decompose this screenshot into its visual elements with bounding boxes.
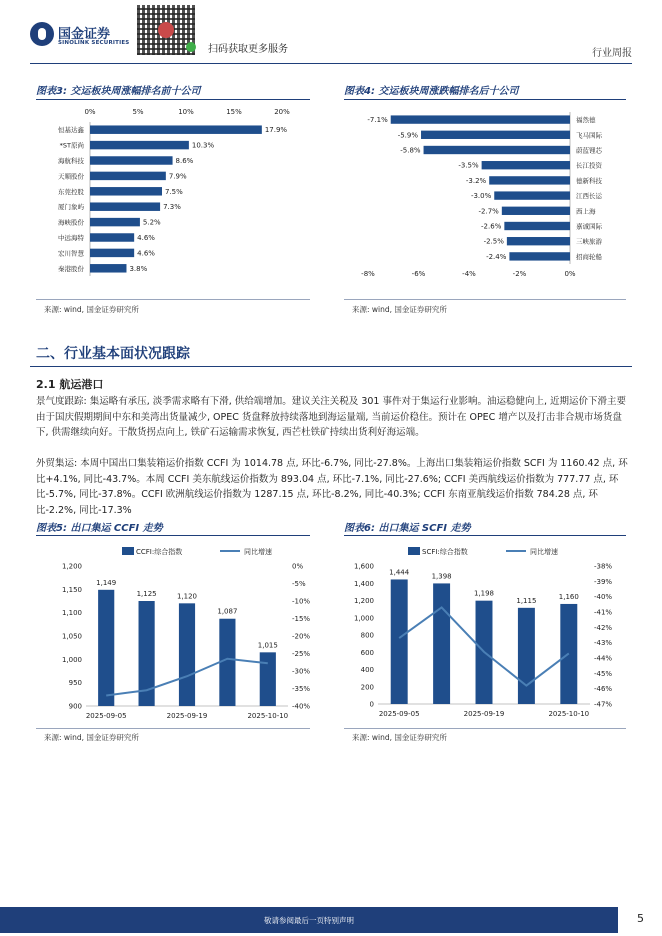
logo-name-cn: 国金证券 <box>58 27 111 42</box>
fig4-category-label: 德新科技 <box>576 176 602 185</box>
fig5-ytick-left-label: 950 <box>68 679 82 688</box>
fig6-xtick-label: 2025-10-10 <box>548 710 590 718</box>
fig5-source-rule <box>36 728 310 729</box>
fig5-chart <box>36 538 310 724</box>
fig3-category-label: 东莞控股 <box>58 187 84 196</box>
fig6-source: 来源: wind, 国金证券研究所 <box>352 733 447 742</box>
fig3-category-label: 恒基达鑫 <box>58 126 84 135</box>
fig6-ytick-right-label: -40% <box>594 593 613 602</box>
fig4-value-label: -2.7% <box>478 207 499 216</box>
paragraph-container-freight: 外贸集运: 本周中国出口集装箱运价指数 CCFI 为 1014.78 点, 环比-6.7%, 同比-27.8%。上海出口集装箱运价指数 SCFI 为 1160.42 点, 环比+4.1%, 同比-43.7%。本周 CCFI 美东航线运价指数为 893.04 点, 环比-7.1%, 同比-27.6%; CCFI 美西航线运价指数为 777.77 点, 环比-5.7%, 同比-37.8%。CCFI 欧洲航线运价指数为 1287.15 点, 环比-8.2%, 同比-40.3%; CCFI 东南亚航线运价指数 784.28 点, 环比-2.2%, 同比-17.3% <box>36 458 628 516</box>
fig4-category-label: 福然德 <box>576 116 596 125</box>
fig5-ytick-right-label: -35% <box>292 685 310 693</box>
fig6-ytick-right-label: -44% <box>594 654 613 663</box>
fig6-bar-value-label: 1,198 <box>473 589 495 598</box>
fig4-value-label: -3.0% <box>470 192 492 201</box>
fig6-marks <box>354 547 612 718</box>
fig5-legend-bar-swatch <box>122 547 134 555</box>
scan-prompt: 扫码获取更多服务 <box>208 44 288 55</box>
fig4-bar <box>421 131 570 139</box>
fig5-ytick-left-label: 900 <box>68 702 82 711</box>
fig3-category-label: 海航科技 <box>58 157 84 165</box>
fig5-ytick-right-label: -10% <box>292 597 310 606</box>
fig6-chart <box>344 538 626 724</box>
fig5-ytick-right-label: -25% <box>292 650 310 658</box>
fig5-bar <box>179 603 195 706</box>
fig4-xtick-label: 0% <box>564 270 576 278</box>
fig6-ytick-left-label: 800 <box>360 631 374 640</box>
fig3-bar <box>90 218 140 226</box>
fig3-value-label: 7.3% <box>163 203 181 212</box>
fig4-marks <box>361 112 602 278</box>
fig5-ytick-left-label: 1,050 <box>61 632 82 641</box>
fig5-ytick-left-label: 1,150 <box>61 585 82 594</box>
fig6-ytick-right-label: -42% <box>594 623 613 632</box>
fig3-bar <box>90 156 173 164</box>
fig3-title: 图表3: 交运板块周涨幅排名前十公司 <box>36 86 201 97</box>
fig3-bar <box>90 187 162 195</box>
logo-name-en: SINOLINK SECURITIES <box>58 40 130 46</box>
fig4-category-label: 三峡旅游 <box>576 237 602 246</box>
report-type: 行业周报 <box>592 48 632 59</box>
fig3-category-label: 海峡股份 <box>58 218 84 227</box>
fig4-title: 图表4: 交运板块周涨跌幅排名后十公司 <box>344 86 519 97</box>
fig4-value-label: -5.8% <box>400 146 421 155</box>
fig3-value-label: 3.8% <box>129 264 148 273</box>
section-title: 二、行业基本面状况跟踪 <box>36 346 190 362</box>
fig5-ytick-right-label: 0% <box>292 562 304 571</box>
fig5-ytick-right-label: -30% <box>292 667 310 676</box>
fig4-category-label: 蔚蓝锂芯 <box>576 146 602 155</box>
fig5-ytick-right-label: -15% <box>292 615 310 623</box>
fig3-xtick-label: 15% <box>226 108 242 116</box>
fig5-marks <box>62 547 310 720</box>
fig4-xtick-label: -2% <box>512 270 527 278</box>
fig5-xtick-label: 2025-09-19 <box>166 712 208 720</box>
fig4-bar <box>482 161 570 169</box>
fig3-bar <box>90 141 189 149</box>
fig3-bar <box>90 125 262 133</box>
fig5-ytick-right-label: -5% <box>292 580 306 588</box>
fig4-xtick-label: -6% <box>411 270 426 278</box>
fig3-value-label: 17.9% <box>264 126 288 135</box>
fig3-category-label: 宏川智慧 <box>58 249 84 258</box>
fig5-title-rule <box>36 535 310 536</box>
fig5-xtick-label: 2025-10-10 <box>247 712 289 720</box>
fig5-legend-bar-label: CCFI:综合指数 <box>136 548 183 556</box>
fig5-ytick-right-label: -40% <box>292 702 310 711</box>
fig6-bar-value-label: 1,160 <box>558 592 579 601</box>
paragraph-sentiment: 景气度跟踪: 集运略有承压, 淡季需求略有下滑, 供给端增加。建议关注关税及 301 事件对于集运行业影响。油运稳健向上, 近期运价下滑主要由于国庆假期期间中东和美湾出货量减少, OPEC 货盘释放持续落地到海运量端, 当前运价稳住。预计在 OPEC 增产以及打击非合规市场货盘下, 供需继续向好。干散货拐点向上, 铁矿石运输需求恢复, 西芒杜铁矿持续出货利好海运端。 <box>36 396 627 438</box>
fig6-legend-line-label: 同比增速 <box>530 548 558 556</box>
fig4-bar <box>391 115 570 123</box>
fig6-bar <box>518 608 535 704</box>
fig3-xtick-label: 0% <box>84 108 96 116</box>
fig5-xtick-label: 2025-09-05 <box>85 712 127 720</box>
fig3-source: 来源: wind, 国金证券研究所 <box>44 305 139 314</box>
fig6-ytick-left-label: 1,000 <box>353 614 374 623</box>
fig6-source-rule <box>344 728 626 729</box>
fig6-bar <box>391 579 408 704</box>
wechat-badge-icon <box>186 42 196 52</box>
fig5-bar-value-label: 1,087 <box>217 607 238 616</box>
fig4-bar <box>424 146 570 154</box>
logo-icon <box>30 22 54 46</box>
fig4-category-label: 江西长运 <box>576 192 602 201</box>
fig4-chart <box>344 102 626 292</box>
fig6-ytick-left-label: 400 <box>360 666 374 674</box>
fig4-xtick-label: -4% <box>462 270 476 278</box>
fig6-ytick-left-label: 600 <box>360 648 374 657</box>
fig3-bar <box>90 233 134 241</box>
page-number: 5 <box>637 912 644 925</box>
fig6-ytick-right-label: -41% <box>594 608 613 617</box>
fig5-legend-line-label: 同比增速 <box>244 548 272 556</box>
fig6-bar-value-label: 1,398 <box>431 572 452 581</box>
fig6-xtick-label: 2025-09-19 <box>463 710 505 718</box>
fig4-bar <box>507 237 570 245</box>
fig4-value-label: -2.4% <box>486 252 507 261</box>
fig5-ytick-left-label: 1,200 <box>61 562 82 571</box>
fig5-bar <box>98 590 114 706</box>
fig5-ytick-right-label: -20% <box>292 632 310 641</box>
fig3-xtick-label: 5% <box>132 108 144 116</box>
fig6-ytick-right-label: -45% <box>594 669 613 678</box>
fig5-bar-value-label: 1,149 <box>96 578 117 587</box>
fig5-source: 来源: wind, 国金证券研究所 <box>44 733 139 742</box>
fig6-ytick-left-label: 1,400 <box>353 579 374 588</box>
subsection-title: 2.1 航运港口 <box>36 378 104 391</box>
footer-disclaimer: 敬请参阅最后一页特别声明 <box>264 916 354 925</box>
fig4-value-label: -5.9% <box>397 131 419 140</box>
fig3-category-label: 中远海特 <box>58 234 84 242</box>
fig4-bar <box>494 191 570 199</box>
fig4-bar <box>504 222 570 230</box>
fig3-source-rule <box>36 299 310 300</box>
fig4-xtick-label: -8% <box>361 270 375 278</box>
fig3-category-label: 厦门象屿 <box>58 203 84 212</box>
fig6-ytick-left-label: 1,600 <box>353 562 374 571</box>
fig5-bar-value-label: 1,015 <box>257 641 278 650</box>
fig6-ytick-right-label: -46% <box>594 685 613 694</box>
fig3-bar <box>90 264 126 272</box>
fig3-value-label: 8.6% <box>175 157 194 165</box>
fig4-source-rule <box>344 299 626 300</box>
fig4-bar <box>502 207 570 215</box>
fig4-value-label: -2.6% <box>481 222 502 231</box>
fig6-ytick-left-label: 0 <box>369 700 374 709</box>
qr-logo-icon <box>158 22 174 38</box>
fig4-bar <box>489 176 570 184</box>
fig4-category-label: 招商轮船 <box>576 252 602 261</box>
fig5-ytick-left-label: 1,000 <box>61 655 82 664</box>
fig3-value-label: 7.5% <box>165 187 183 196</box>
fig3-bar <box>90 172 166 180</box>
fig3-xtick-label: 20% <box>274 108 290 116</box>
fig3-marks <box>58 108 290 276</box>
fig6-ytick-right-label: -38% <box>594 562 613 571</box>
fig4-category-label: 西上海 <box>576 207 596 216</box>
fig3-category-label: *ST原尚 <box>59 141 84 150</box>
fig4-source: 来源: wind, 国金证券研究所 <box>352 305 447 314</box>
fig5-title: 图表5: 出口集运 CCFI 走势 <box>36 523 163 534</box>
fig4-title-rule <box>344 99 626 100</box>
fig5-bar <box>219 619 235 706</box>
fig5-bar-value-label: 1,120 <box>176 592 198 601</box>
fig3-xtick-label: 10% <box>178 108 194 116</box>
fig4-value-label: -3.2% <box>465 176 487 185</box>
fig6-bar-value-label: 1,444 <box>389 568 410 577</box>
fig3-value-label: 4.6% <box>137 249 155 258</box>
fig6-legend-bar-swatch <box>408 547 420 555</box>
fig4-category-label: 飞马国际 <box>576 131 602 140</box>
fig6-xtick-label: 2025-09-05 <box>378 710 420 718</box>
header-divider <box>30 63 632 64</box>
fig3-title-rule <box>36 99 310 100</box>
fig4-value-label: -2.5% <box>483 237 504 246</box>
fig4-bar <box>509 252 570 260</box>
fig6-ytick-right-label: -47% <box>594 700 613 709</box>
fig4-value-label: -3.5% <box>458 161 479 170</box>
fig6-ytick-right-label: -39% <box>594 577 613 586</box>
fig3-bar <box>90 202 160 210</box>
fig5-bar <box>260 652 276 706</box>
fig3-value-label: 4.6% <box>137 234 155 242</box>
fig6-title-rule <box>344 535 626 536</box>
fig3-value-label: 5.2% <box>142 218 161 227</box>
fig6-ytick-left-label: 1,200 <box>353 597 374 605</box>
fig4-value-label: -7.1% <box>367 116 388 125</box>
fig6-legend-bar-label: SCFI:综合指数 <box>422 548 468 556</box>
section-divider <box>30 366 632 367</box>
fig4-category-label: 嘉诚国际 <box>576 222 602 231</box>
fig3-value-label: 10.3% <box>191 141 215 150</box>
fig3-category-label: 天顺股份 <box>58 172 84 181</box>
fig6-ytick-right-label: -43% <box>594 639 613 648</box>
fig6-bar <box>433 583 450 704</box>
fig3-chart <box>36 102 310 292</box>
fig5-ytick-left-label: 1,100 <box>61 609 82 618</box>
fig4-category-label: 长江投资 <box>576 161 602 170</box>
fig6-bar-value-label: 1,115 <box>516 596 537 605</box>
fig3-value-label: 7.9% <box>168 172 187 181</box>
fig6-ytick-left-label: 200 <box>360 683 374 692</box>
fig5-bar-value-label: 1,125 <box>136 590 157 598</box>
fig6-title: 图表6: 出口集运 SCFI 走势 <box>344 523 471 534</box>
fig3-category-label: 秦港股份 <box>58 264 84 273</box>
fig3-bar <box>90 249 134 257</box>
